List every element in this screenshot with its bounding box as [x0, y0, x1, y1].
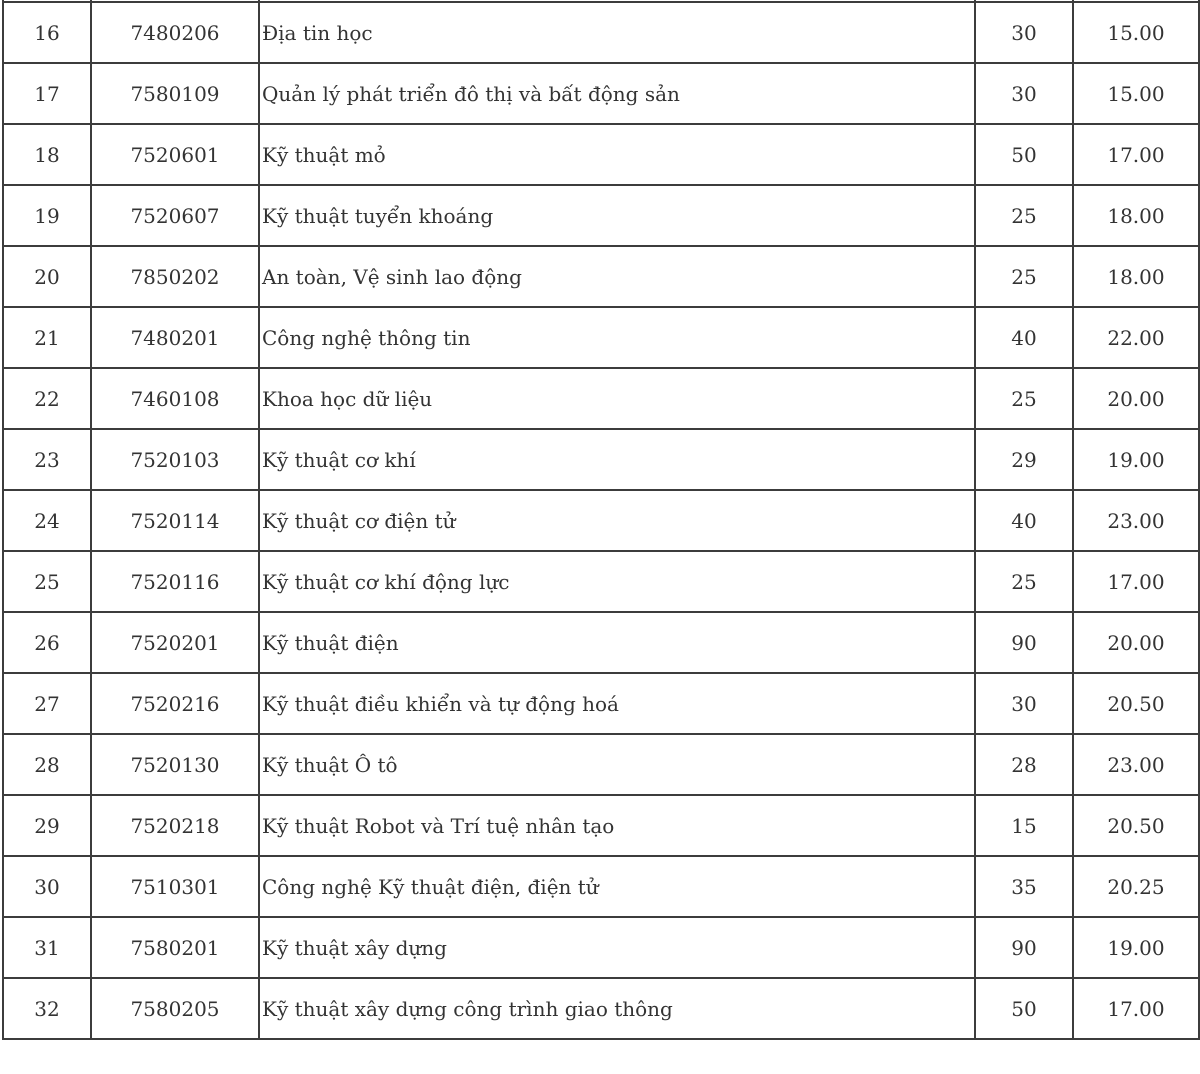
- major-name-cell: Kỹ thuật mỏ: [259, 124, 975, 185]
- quota-cell: 29: [975, 429, 1073, 490]
- quota-cell: 25: [975, 551, 1073, 612]
- table-row: [3, 490, 1199, 551]
- table-body: [3, 0, 1199, 1039]
- score-cell: 23.00: [1073, 734, 1199, 795]
- major-name-cell: Kỹ thuật cơ khí động lực: [259, 551, 975, 612]
- major-name-cell: Kỹ thuật điều khiển và tự động hoá: [259, 673, 975, 734]
- quota-cell: 15: [975, 795, 1073, 856]
- admission-table: [2, 0, 1200, 1040]
- score-cell: 17.00: [1073, 978, 1199, 1039]
- major-code-cell: 7520201: [91, 612, 259, 673]
- major-code-cell: 7480206: [91, 2, 259, 63]
- admission-table-container: [2, 0, 1198, 1040]
- major-code-cell: 7460108: [91, 368, 259, 429]
- major-name-cell: Kỹ thuật Ô tô: [259, 734, 975, 795]
- quota-cell: 30: [975, 673, 1073, 734]
- score-cell: 20.00: [1073, 368, 1199, 429]
- major-name-cell: Công nghệ thông tin: [259, 307, 975, 368]
- quota-cell: 30: [975, 63, 1073, 124]
- major-name-cell: Kỹ thuật cơ khí: [259, 429, 975, 490]
- table-row: [3, 978, 1199, 1039]
- major-code-cell: 7520607: [91, 185, 259, 246]
- major-code-cell: 7580205: [91, 978, 259, 1039]
- quota-cell: 90: [975, 917, 1073, 978]
- major-name-cell: Kỹ thuật cơ điện tử: [259, 490, 975, 551]
- quota-cell: 50: [975, 124, 1073, 185]
- table-row: [3, 185, 1199, 246]
- quota-cell: 25: [975, 368, 1073, 429]
- table-row: [3, 124, 1199, 185]
- row-number-cell: 19: [3, 185, 91, 246]
- major-code-cell: 7520130: [91, 734, 259, 795]
- table-row: [3, 63, 1199, 124]
- row-number-cell: 26: [3, 612, 91, 673]
- major-name-cell: Kỹ thuật xây dựng: [259, 917, 975, 978]
- major-code-cell: 7580201: [91, 917, 259, 978]
- quota-cell: 35: [975, 856, 1073, 917]
- score-cell: 15.00: [1073, 63, 1199, 124]
- score-cell: 20.25: [1073, 856, 1199, 917]
- score-cell: 18.00: [1073, 185, 1199, 246]
- major-code-cell: 7510301: [91, 856, 259, 917]
- quota-cell: 25: [975, 185, 1073, 246]
- score-cell: 20.50: [1073, 673, 1199, 734]
- table-row: [3, 612, 1199, 673]
- score-cell: 19.00: [1073, 429, 1199, 490]
- row-number-cell: 28: [3, 734, 91, 795]
- row-number-cell: 23: [3, 429, 91, 490]
- row-number-cell: 25: [3, 551, 91, 612]
- major-code-cell: 7520103: [91, 429, 259, 490]
- score-cell: 23.00: [1073, 490, 1199, 551]
- score-cell: 20.50: [1073, 795, 1199, 856]
- major-code-cell: 7520114: [91, 490, 259, 551]
- major-name-cell: Kỹ thuật tuyển khoáng: [259, 185, 975, 246]
- table-row: [3, 795, 1199, 856]
- row-number-cell: 27: [3, 673, 91, 734]
- row-number-cell: 21: [3, 307, 91, 368]
- major-name-cell: An toàn, Vệ sinh lao động: [259, 246, 975, 307]
- major-name-cell: Kỹ thuật Robot và Trí tuệ nhân tạo: [259, 795, 975, 856]
- table-row: [3, 917, 1199, 978]
- quota-cell: 25: [975, 246, 1073, 307]
- major-name-cell: Kỹ thuật xây dựng công trình giao thông: [259, 978, 975, 1039]
- row-number-cell: 16: [3, 2, 91, 63]
- major-name-cell: Công nghệ Kỹ thuật điện, điện tử: [259, 856, 975, 917]
- table-row: [3, 734, 1199, 795]
- row-number-cell: 17: [3, 63, 91, 124]
- score-cell: 19.00: [1073, 917, 1199, 978]
- table-row: [3, 307, 1199, 368]
- quota-cell: 40: [975, 490, 1073, 551]
- row-number-cell: 29: [3, 795, 91, 856]
- major-code-cell: 7520216: [91, 673, 259, 734]
- major-code-cell: 7520218: [91, 795, 259, 856]
- quota-cell: 50: [975, 978, 1073, 1039]
- table-row: [3, 551, 1199, 612]
- score-cell: 17.00: [1073, 551, 1199, 612]
- quota-cell: 90: [975, 612, 1073, 673]
- score-cell: 18.00: [1073, 246, 1199, 307]
- score-cell: 15.00: [1073, 2, 1199, 63]
- quota-cell: 30: [975, 2, 1073, 63]
- table-row: [3, 246, 1199, 307]
- major-code-cell: 7850202: [91, 246, 259, 307]
- row-number-cell: 30: [3, 856, 91, 917]
- major-code-cell: 7520116: [91, 551, 259, 612]
- table-row: [3, 673, 1199, 734]
- quota-cell: 40: [975, 307, 1073, 368]
- row-number-cell: 20: [3, 246, 91, 307]
- major-code-cell: 7520601: [91, 124, 259, 185]
- table-row: [3, 368, 1199, 429]
- row-number-cell: 32: [3, 978, 91, 1039]
- major-name-cell: Địa tin học: [259, 2, 975, 63]
- table-row: [3, 2, 1199, 63]
- major-name-cell: Kỹ thuật điện: [259, 612, 975, 673]
- score-cell: 20.00: [1073, 612, 1199, 673]
- row-number-cell: 24: [3, 490, 91, 551]
- major-code-cell: 7480201: [91, 307, 259, 368]
- major-code-cell: 7580109: [91, 63, 259, 124]
- table-row: [3, 856, 1199, 917]
- table-row: [3, 429, 1199, 490]
- score-cell: 17.00: [1073, 124, 1199, 185]
- quota-cell: 28: [975, 734, 1073, 795]
- row-number-cell: 31: [3, 917, 91, 978]
- row-number-cell: 18: [3, 124, 91, 185]
- major-name-cell: Khoa học dữ liệu: [259, 368, 975, 429]
- major-name-cell: Quản lý phát triển đô thị và bất động sản: [259, 63, 975, 124]
- row-number-cell: 22: [3, 368, 91, 429]
- score-cell: 22.00: [1073, 307, 1199, 368]
